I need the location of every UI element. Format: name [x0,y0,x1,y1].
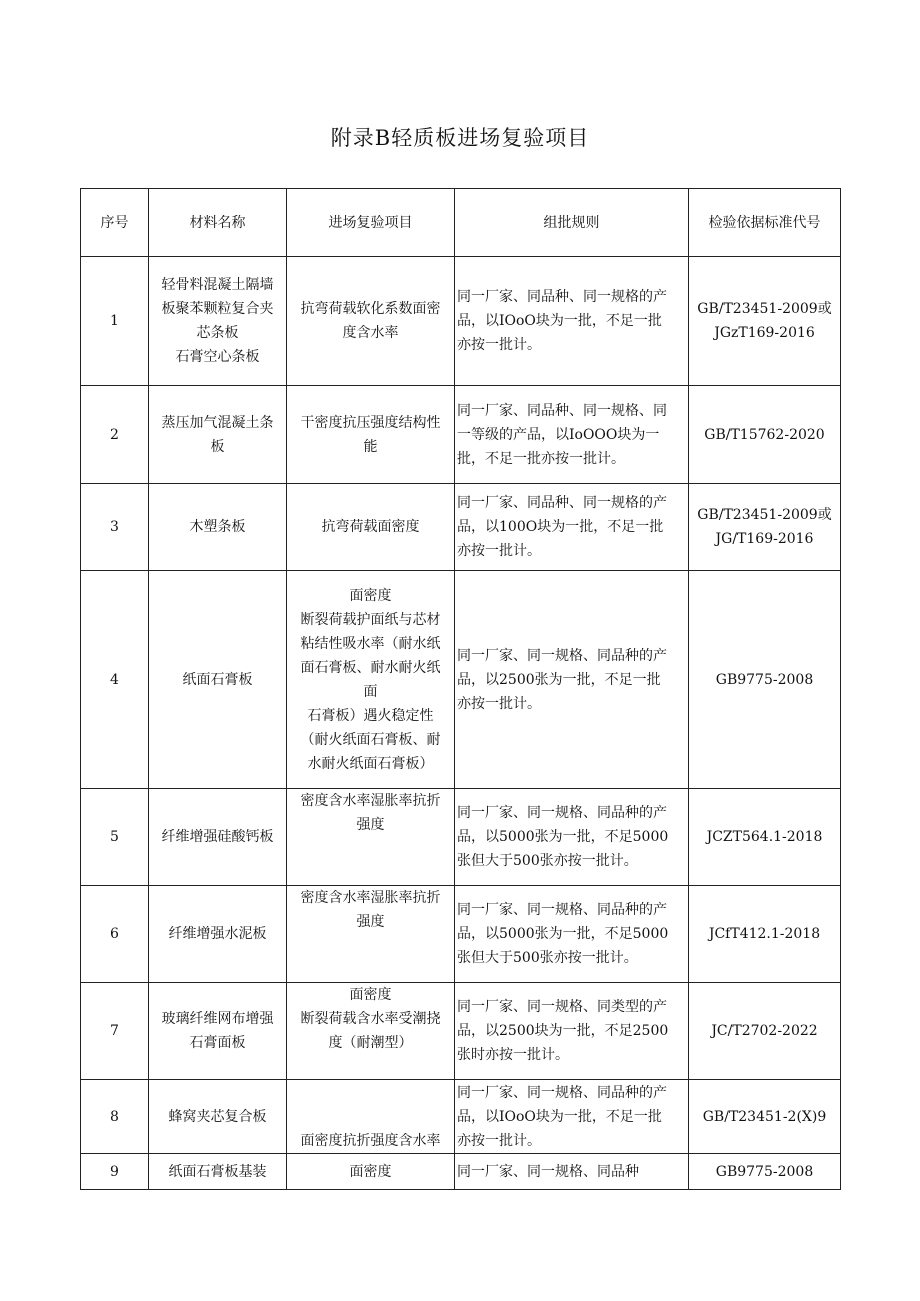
row-standard: JCZT564.1-2018 [706,829,823,845]
row-material: 纸面石膏板基装 [168,1163,267,1180]
row-rule: 同一厂家、同一规格、同类型的产 品，以2500块为一批，不足2500 张时亦按一批计。 [457,999,669,1063]
table-row [81,386,841,484]
table-row [81,571,841,789]
row-items: 面密度 [349,1163,392,1180]
row-standard: JCfT412.1-2018 [708,926,821,942]
table-row [81,789,841,886]
row-items: 抗弯荷载面密度 [321,519,420,535]
row-standard: GB/T23451-2(X)9 [702,1108,827,1125]
row-items: 干密度抗压强度结构性 能 [300,414,441,455]
row-material: 玻璃纤维网布增强 石膏面板 [161,1011,274,1051]
table-row [81,1154,841,1190]
row-no: 1 [81,257,149,386]
row-standard: GB/T15762-2020 [704,426,825,443]
header-rule: 组批规则 [455,189,689,257]
header-material: 材料名称 [149,189,287,257]
row-material: 纸面石膏板 [182,671,253,688]
row-standard: GB/T23451-2009或 JG/T169-2016 [697,507,832,547]
header-items: 进场复验项目 [287,189,455,257]
table-row [81,484,841,571]
row-items: 面密度抗折强度含水率 [300,1133,441,1149]
row-material: 蜂窝夹芯复合板 [168,1108,267,1125]
row-items: 抗弯荷载软化系数面密 度含水率 [300,301,441,341]
row-items: 面密度 断裂荷载护面纸与芯材 粘结性吸水率（耐水纸 面石膏板、耐水耐火纸 面 石膏板）遇火稳定性 （耐火纸面石膏板、耐 水耐火纸面石膏板） [300,587,441,772]
table-row [81,983,841,1080]
row-rule: 同一厂家、同品种、同一规格、同 一等级的产品，以IoOOO块为一 批，不足一批亦按一批计。 [457,402,667,467]
table-header-row [81,189,841,257]
row-rule: 同一厂家、同一规格、同品种的产 品，以IOoO块为一批，不足一批 亦按一批计。 [457,1084,667,1149]
row-no: 9 [81,1154,149,1190]
row-no: 6 [81,886,149,983]
row-standard: GB/T23451-2009或 JGzT169-2016 [697,301,832,341]
row-no: 7 [81,983,149,1080]
row-no: 4 [81,571,149,789]
row-material: 纤维增强水泥板 [168,926,267,942]
row-material: 轻骨料混凝土隔墙 板聚苯颗粒复合夹 芯条板 石膏空心条板 [161,277,274,365]
row-rule: 同一厂家、同一规格、同品种的产 品，以2500张为一批，不足一批 亦按一批计。 [457,647,667,712]
row-no: 5 [81,789,149,886]
row-standard: GB9775-2008 [715,1163,814,1180]
row-rule: 同一厂家、同品种、同一规格的产 品，以100O块为一批，不足一批 亦按一批计。 [457,495,667,559]
page-title: 附录B轻质板进场复验项目 [330,126,590,150]
row-rule: 同一厂家、同一规格、同品种 [457,1163,639,1180]
row-material: 蒸压加气混凝土条 板 [161,414,274,455]
row-no: 8 [81,1080,149,1154]
row-standard: JC/T2702-2022 [711,1023,818,1039]
row-items: 密度含水率湿胀率抗折 强度 [300,793,441,833]
header-no: 序号 [81,189,149,257]
header-standard: 检验依据标准代号 [689,189,841,257]
row-items: 面密度 断裂荷载含水率受潮挠 度（耐潮型） [300,987,441,1051]
row-material: 木塑条板 [189,519,246,535]
table-row [81,1080,841,1154]
row-material: 纤维增强硅酸钙板 [161,829,274,845]
row-items: 密度含水率湿胀率抗折 强度 [300,890,441,930]
row-rule: 同一厂家、同品种、同一规格的产 品，以IOoO块为一批，不足一批 亦按一批计。 [457,289,667,353]
row-rule: 同一厂家、同一规格、同品种的产 品，以5000张为一批，不足5000 张但大于500张亦按一批计。 [457,902,669,966]
row-no: 3 [81,484,149,571]
table-row [81,886,841,983]
row-rule: 同一厂家、同一规格、同品种的产 品，以5000张为一批，不足5000 张但大于500张亦按一批计。 [457,805,669,869]
row-standard: GB9775-2008 [715,671,814,688]
table-row [81,257,841,386]
inspection-table [80,188,841,1190]
row-no: 2 [81,386,149,484]
